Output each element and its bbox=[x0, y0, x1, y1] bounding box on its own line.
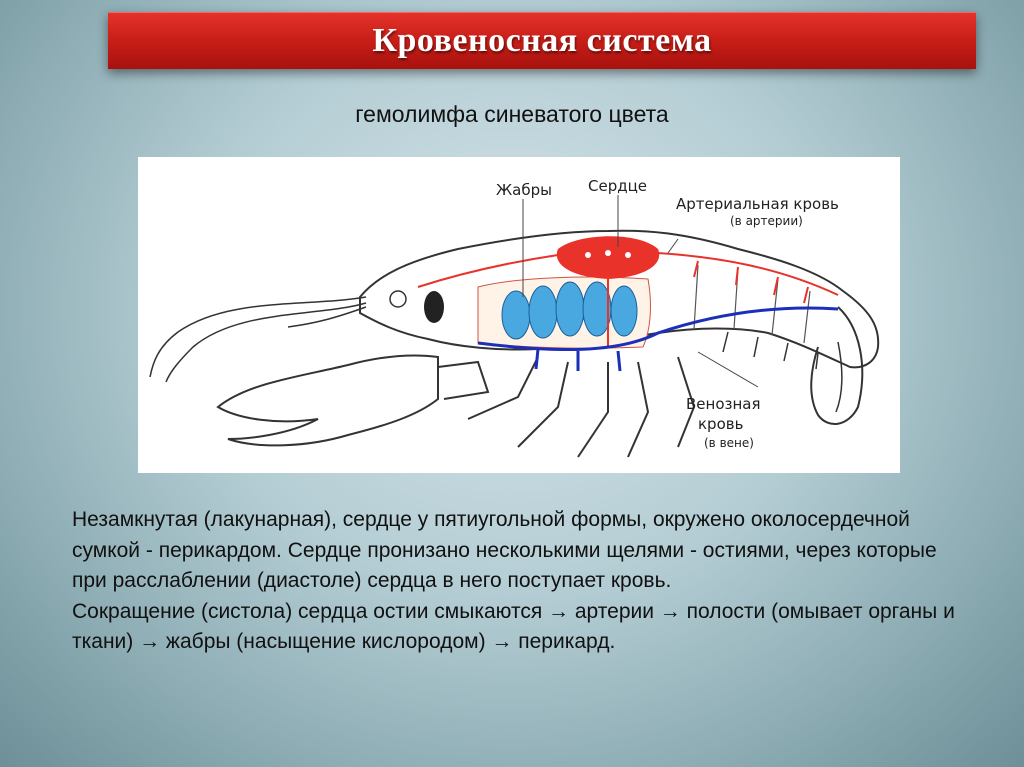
tail-fan bbox=[811, 307, 862, 424]
label-gills: Жабры bbox=[496, 181, 552, 199]
title-banner bbox=[108, 12, 976, 69]
eye-front bbox=[390, 291, 406, 307]
label-arterial-note: (в артерии) bbox=[730, 214, 803, 228]
claw bbox=[218, 355, 438, 445]
heart bbox=[557, 236, 659, 279]
label-arterial: Артериальная кровь bbox=[676, 195, 839, 213]
subtitle: гемолимфа синеватого цвета bbox=[355, 101, 669, 127]
description-paragraph-2: Сокращение (систола) сердца остии смыкаются → артерии → полости (омывает органы и ткани) → жабры (насыщение кислородом) → перикард. bbox=[72, 599, 955, 653]
label-venous-1: Венозная bbox=[686, 395, 761, 413]
crayfish-diagram bbox=[138, 157, 900, 473]
label-venous-note: (в вене) bbox=[704, 436, 754, 450]
swimmerets bbox=[723, 332, 818, 369]
description bbox=[72, 505, 972, 658]
label-venous-2: кровь bbox=[698, 415, 744, 433]
eye bbox=[424, 291, 444, 323]
legs bbox=[468, 357, 694, 457]
label-heart: Сердце bbox=[588, 177, 648, 195]
slide-title: Кровеносная система bbox=[372, 22, 712, 59]
claw-arm bbox=[438, 362, 488, 399]
description-paragraph-1: Незамкнутая (лакунарная), сердце у пятиугольной формы, окружено околосердечной сумкой - перикардом. Сердце пронизано несколькими щелями - остиями, через которые при расслаблении (диастоле) сердца в него поступает кровь. bbox=[72, 508, 937, 592]
antenna-long-2 bbox=[166, 303, 366, 382]
tail-fan-inner bbox=[836, 342, 842, 412]
crayfish-svg bbox=[138, 157, 900, 473]
